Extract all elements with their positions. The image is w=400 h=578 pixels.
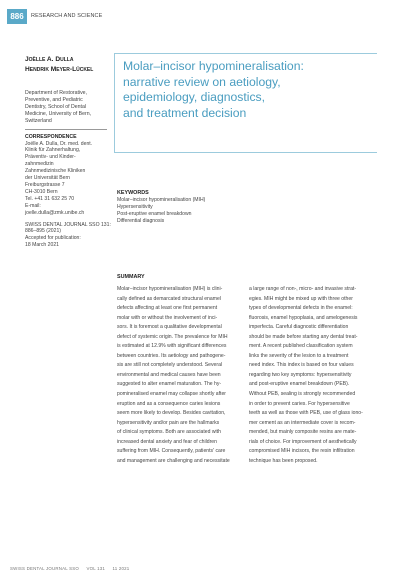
journal-info-line: SWISS DENTAL JOURNAL SSO 131: <box>25 221 111 228</box>
summary-line: suggested to alter enamel maturation. The hy- <box>117 381 222 388</box>
affiliation-line: Preventive, and Pediatric <box>25 96 83 103</box>
summary-line: between countries. Its aetiology and pathogene- <box>117 352 226 359</box>
article-title <box>123 59 373 121</box>
affiliation <box>25 90 105 125</box>
summary-line: sors. It is foremost a qualitative developmental <box>117 324 222 331</box>
summary-line: and post-eruptive enamel breakdown (PEB). <box>249 381 350 388</box>
page-footer <box>10 566 135 571</box>
title-line: narrative review on aetiology, <box>123 74 281 89</box>
affiliation-line: Medicine, University of Bern, <box>25 110 92 117</box>
summary-column-right <box>249 285 374 466</box>
title-line: and treatment decision <box>123 105 247 120</box>
correspondence-email[interactable]: joelle.dulla@zmk.unibe.ch <box>25 209 85 216</box>
correspondence-line: Tel. +41 31 632 25 70 <box>25 195 75 202</box>
summary-line: in order to prevent caries. For hypersensitive <box>249 400 350 407</box>
summary-heading: SUMMARY <box>117 274 145 280</box>
keywords-section <box>117 190 317 225</box>
summary-line: types of developmental defects in the enamel: <box>249 305 353 312</box>
section-label: RESEARCH AND SCIENCE <box>31 13 103 19</box>
summary-line: imperfecta. Careful diagnostic differentiation <box>249 324 349 331</box>
summary-line: regarding two key symptoms: hypersensitivity <box>249 371 352 378</box>
footer-journal: SWISS DENTAL JOURNAL SSO <box>10 566 80 571</box>
summary-line: pomineralised enamel may collapse shortly after <box>117 391 227 398</box>
summary-line: defects affecting at least one first permanent <box>117 305 218 312</box>
correspondence-line: E-mail: <box>25 202 41 209</box>
summary-line: and management are challenging and necessitate <box>117 457 230 464</box>
summary-line: increased dental anxiety and fear of children <box>117 438 217 445</box>
journal-info-line: 18 March 2021 <box>25 242 59 249</box>
summary-line: Molar–incisor hypomineralisation (MIH) is clini- <box>117 286 223 292</box>
affiliation-line: Dentistry, School of Dental <box>25 103 87 110</box>
summary-line: mer cement as an intermediate cover is recom- <box>249 419 356 426</box>
summary-line: cally defined as demarcated structural enamel <box>117 295 221 302</box>
summary-line: eruption and as a consequence caries lesions <box>117 400 221 407</box>
author-name: Hendrik Meyer-Lückel <box>25 66 94 73</box>
summary-line: suffering from MIH. Consequently, patients' care <box>117 448 226 455</box>
summary-line: need index. This index is based on four values <box>249 362 354 369</box>
affiliation-line: Switzerland <box>25 117 52 124</box>
correspondence-heading: CORRESPONDENCE <box>25 133 77 140</box>
summary-line: environmental and medical causes have been <box>117 371 221 378</box>
summary-line: rials of choice. For improvement of aesthetically <box>249 438 357 445</box>
correspondence-line: Zahnmedizinische Kliniken <box>25 168 86 175</box>
summary-line: technique has been proposed. <box>249 457 318 464</box>
summary-line: seem more likely to develop. Besides cavitation, <box>117 410 226 417</box>
journal-info-line: Accepted for publication: <box>25 235 81 242</box>
keyword: Differential diagnosis <box>117 218 165 224</box>
title-line: Molar–incisor hypomineralisation: <box>123 59 304 73</box>
correspondence-line: zahnmedizin <box>25 161 54 168</box>
summary-line: should be made before starting any dental treat- <box>249 333 358 340</box>
summary-column-left <box>117 285 242 466</box>
page-number-badge: 886 <box>7 9 27 24</box>
keyword: Post-eruptive enamel breakdown <box>117 211 192 217</box>
correspondence-line: Klinik für Zahnerhaltung, <box>25 147 81 154</box>
keyword: Hypersensitivity <box>117 204 153 210</box>
summary-line: teeth as well as those with PEB, use of glass iono- <box>249 410 363 417</box>
summary-line: ment. A recent published classification system <box>249 343 353 350</box>
correspondence-line: CH-3010 Bern <box>25 188 58 195</box>
correspondence-line: Präventiv- und Kinder- <box>25 154 76 161</box>
summary-line: defect of systemic origin. The prevalence for MIH <box>117 333 228 340</box>
summary-line: is estimated at 12.9% with significant differences <box>117 343 227 350</box>
summary-line: Without PEB, sealing is strongly recommended <box>249 391 356 398</box>
summary-line: a large range of non-, micro- and invasive strat- <box>249 286 357 292</box>
summary-line: of clinical symptoms. Both are associated with <box>117 429 221 436</box>
correspondence-block <box>25 141 105 217</box>
summary-line: fluorosis, enamel hypoplasia, and amelogenesis <box>249 314 358 321</box>
summary-line: links the severity of the lesion to a treatment <box>249 352 349 359</box>
correspondence-line: Joëlle A. Dulla, Dr. med. dent. <box>25 140 93 147</box>
footer-volume: VOL 131 <box>86 566 106 571</box>
summary-line: hypersensitivity and/or pain are the hallmarks <box>117 419 220 426</box>
title-line: epidemiology, diagnostics, <box>123 90 266 104</box>
correspondence-line: der Universität Bern <box>25 175 71 182</box>
affiliation-line: Department of Restorative, <box>25 90 87 96</box>
summary-line: sis are still not completely understood. Several <box>117 362 223 369</box>
journal-info-line: 886–895 (2021) <box>25 228 61 235</box>
footer-issue: 11 2021 <box>112 566 130 571</box>
summary-line: mended, but mainly composite resins are mate- <box>249 429 357 436</box>
summary-line: compromised MIH incisors, the resin infiltration <box>249 448 355 455</box>
author-name: Joëlle A. Dulla <box>25 56 74 63</box>
correspondence-line: Freiburgstrasse 7 <box>25 181 65 188</box>
keywords-heading: KEYWORDS <box>117 190 149 196</box>
author-sidebar <box>25 55 111 249</box>
summary-line: molar with or without the involvement of inci- <box>117 314 218 321</box>
journal-info <box>25 221 111 250</box>
divider <box>25 129 107 130</box>
summary-line: egies. MIH might be mixed up with three other <box>249 295 353 302</box>
keyword: Molar–incisor hypomineralisation (MIH) <box>117 197 206 203</box>
